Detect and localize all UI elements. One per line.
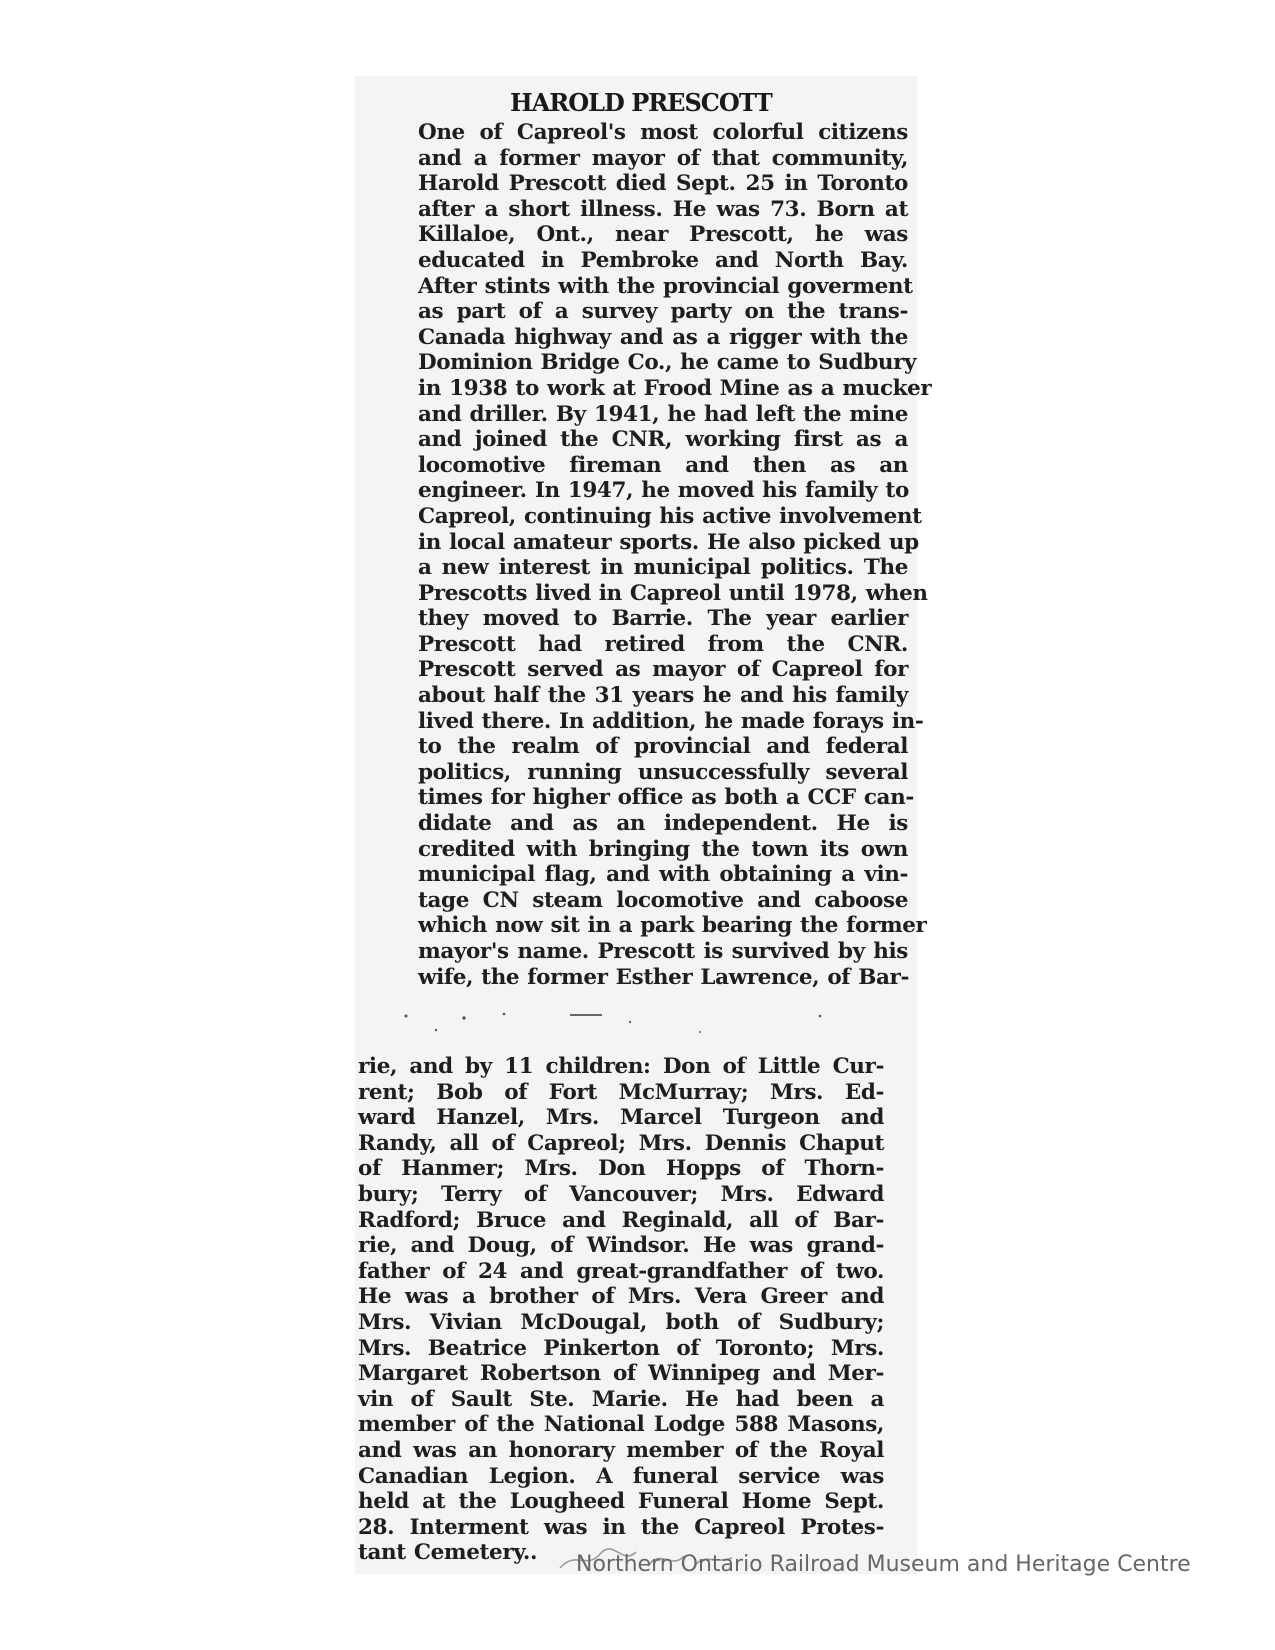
article-line: He was a brother of Mrs. Vera Greer and [358,1284,884,1310]
article-line: as part of a survey party on the trans- [418,299,908,325]
article-line: wife, the former Esther Lawrence, of Bar- [418,964,909,990]
article-line: tant Cemetery.. [358,1540,538,1566]
article-line: Mrs. Beatrice Pinkerton of Toronto; Mrs. [358,1335,884,1361]
article-line: Harold Prescott died Sept. 25 in Toronto [418,171,908,197]
article-line: One of Capreol's most colorful citizens [418,120,908,145]
article-line: they moved to Barrie. The year earlier [418,606,908,632]
article-line: about half the 31 years he and his family [418,683,908,709]
article-line: Canadian Legion. A funeral service was [358,1463,884,1489]
article-line: times for higher office as both a CCF can- [418,785,914,811]
article-line: didate and as an independent. He is [418,811,908,837]
article-line: Canada highway and as a rigger with the [418,324,908,350]
article-line: rie, and by 11 children: Don of Little Cur- [358,1054,884,1079]
article-line: in 1938 to work at Frood Mine as a mucker [418,375,932,401]
article-line: and joined the CNR, working first as a [418,427,908,453]
article-line: 28. Interment was in the Capreol Protes- [358,1514,884,1540]
article-line: After stints with the provincial goverment [418,273,913,299]
article-headline: HAROLD PRESCOTT [510,88,772,117]
article-line: to the realm of provincial and federal [418,734,908,760]
article-line: and driller. By 1941, he had left the mine [418,401,908,427]
article-line: rie, and Doug, of Windsor. He was grand- [358,1233,884,1259]
article-line: after a short illness. He was 73. Born at [418,196,908,222]
print-specks-decoration [400,1010,830,1040]
article-line: father of 24 and great-grandfather of two. [358,1258,884,1284]
article-line: Killaloe, Ont., near Prescott, he was [418,222,908,248]
article-line: Prescott served as mayor of Capreol for [418,657,908,683]
article-body-upper [378,120,932,990]
watermark-credit: Northern Ontario Railroad Museum and Heritage Centre [576,1552,1191,1577]
article-line: of Hanmer; Mrs. Don Hopps of Thorn- [358,1156,884,1182]
article-line: politics, running unsuccessfully several [418,759,908,785]
article-line: Mrs. Vivian McDougal, both of Sudbury; [358,1309,884,1335]
article-line: lived there. In addition, he made forays in- [418,708,924,734]
article-line: Radford; Bruce and Reginald, all of Bar- [358,1207,884,1233]
article-line: Capreol, continuing his active involvement [418,503,922,529]
article-line: ward Hanzel, Mrs. Marcel Turgeon and [358,1105,884,1131]
article-line: credited with bringing the town its own [418,836,908,862]
article-line: tage CN steam locomotive and caboose [418,887,908,913]
article-line: vin of Sault Ste. Marie. He had been a [358,1386,884,1412]
article-line: Prescott had retired from the CNR. [418,631,908,657]
article-line: Dominion Bridge Co., he came to Sudbury [418,350,917,376]
article-line: and a former mayor of that community, [418,145,908,171]
article-line: which now sit in a park bearing the former [418,913,927,939]
article-line: held at the Lougheed Funeral Home Sept. [358,1489,884,1515]
article-line: a new interest in municipal politics. The [418,555,908,581]
article-line: Randy, all of Capreol; Mrs. Dennis Chaput [358,1130,884,1156]
article-line: bury; Terry of Vancouver; Mrs. Edward [358,1181,884,1207]
article-line: mayor's name. Prescott is survived by his [418,939,908,964]
article-line: member of the National Lodge 588 Masons, [358,1412,884,1438]
article-line: municipal flag, and with obtaining a vin- [418,862,908,888]
article-line: and was an honorary member of the Royal [358,1437,884,1463]
article-line: educated in Pembroke and North Bay. [418,247,908,273]
article-body-lower [358,1054,884,1566]
article-line: Prescotts lived in Capreol until 1978, when [418,580,928,606]
article-line: engineer. In 1947, he moved his family to [418,478,909,504]
article-line: rent; Bob of Fort McMurray; Mrs. Ed- [358,1079,884,1105]
article-line: Margaret Robertson of Winnipeg and Mer- [358,1361,884,1387]
article-line: in local amateur sports. He also picked up [418,529,919,555]
article-line: locomotive fireman and then as an [418,452,908,478]
